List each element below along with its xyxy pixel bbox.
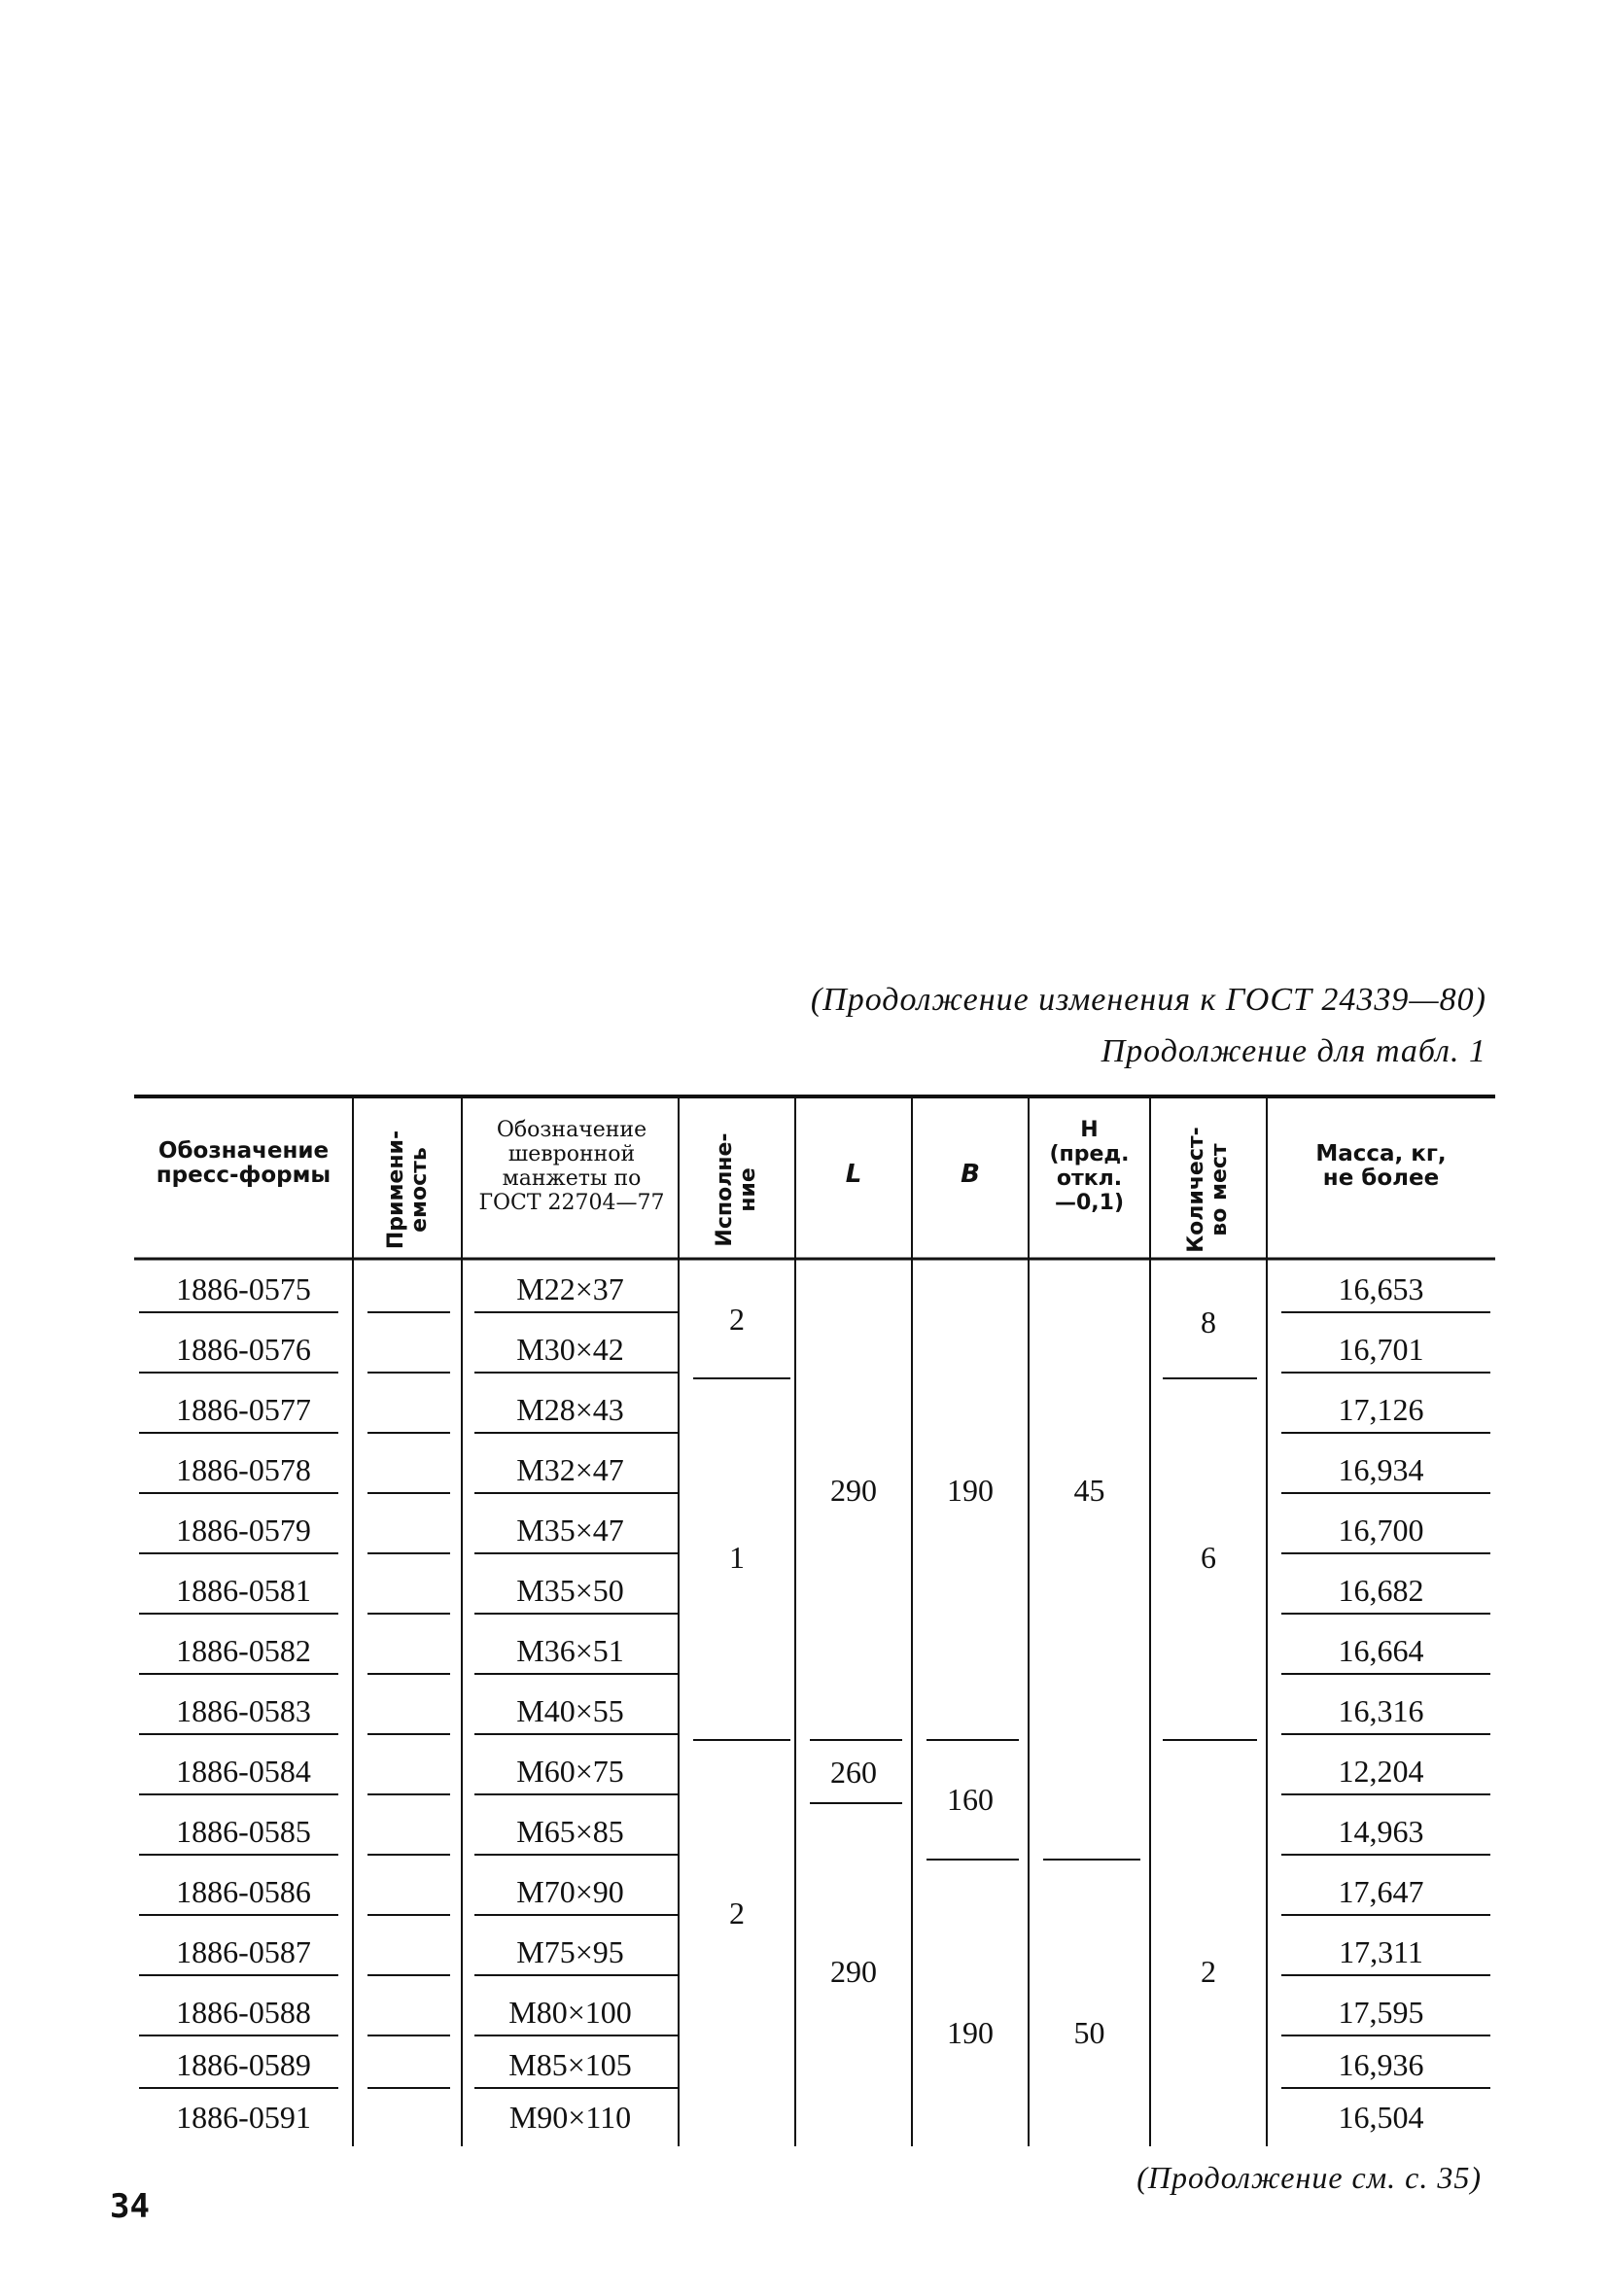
- cell-designation: 1886-0591: [176, 2100, 311, 2135]
- cell-designation: 1886-0579: [176, 1513, 311, 1548]
- cell-mass: 16,664: [1338, 1633, 1424, 1668]
- cell-cuff: М75×95: [516, 1934, 624, 1969]
- cell-designation: 1886-0586: [176, 1874, 311, 1909]
- cell-mass: 16,682: [1338, 1573, 1424, 1608]
- header-L: L: [845, 1160, 862, 1189]
- cell-designation: 1886-0581: [176, 1573, 311, 1608]
- cell-cuff: М70×90: [516, 1874, 624, 1909]
- continued-on-next-page: (Продолжение см. с. 35): [1136, 2160, 1482, 2195]
- header-qty-text: Количест- во мест: [1184, 1127, 1232, 1253]
- cell-designation: 1886-0576: [176, 1332, 311, 1367]
- cell-cuff: М40×55: [516, 1693, 624, 1728]
- version-group-b: 1: [729, 1540, 745, 1575]
- L-group-b: 260: [830, 1755, 877, 1790]
- qty-group-b: 6: [1201, 1540, 1216, 1575]
- table-continuation-caption: Продолжение для табл. 1: [1101, 1033, 1486, 1069]
- header-mass: [1267, 1142, 1495, 1191]
- cell-mass: 16,653: [1338, 1271, 1424, 1306]
- H-group-b: 50: [1073, 2015, 1105, 2050]
- cell-mass: 17,126: [1338, 1392, 1424, 1427]
- cell-designation: 1886-0585: [176, 1814, 311, 1849]
- header-qty: [1185, 1107, 1232, 1272]
- header-designation-text: Обозначение пресс-формы: [156, 1138, 332, 1188]
- cell-mass: 17,647: [1338, 1874, 1424, 1909]
- header-mass-text: Масса, кг, не более: [1315, 1141, 1447, 1191]
- amendment-caption: (Продолжение изменения к ГОСТ 24339—80): [810, 982, 1486, 1018]
- header-B: B: [961, 1160, 980, 1189]
- header-cuff-text: Обозначение шевронной манжеты по ГОСТ 22704—77: [478, 1118, 665, 1215]
- cell-designation: 1886-0587: [176, 1934, 311, 1969]
- cell-designation: 1886-0589: [176, 2047, 311, 2082]
- cell-designation: 1886-0578: [176, 1452, 311, 1487]
- cell-mass: 14,963: [1338, 1814, 1424, 1849]
- cell-designation: 1886-0583: [176, 1693, 311, 1728]
- cell-designation: 1886-0588: [176, 1995, 311, 2030]
- cell-cuff: М35×50: [516, 1573, 624, 1608]
- cell-cuff: М85×105: [508, 2047, 632, 2082]
- cell-cuff: М35×47: [516, 1513, 624, 1548]
- B-group-b: 160: [947, 1782, 994, 1817]
- cell-cuff: М30×42: [516, 1332, 624, 1367]
- cell-designation: 1886-0575: [176, 1271, 311, 1306]
- cell-cuff: М32×47: [516, 1452, 624, 1487]
- header-applicability: [385, 1107, 432, 1272]
- B-group-a: 190: [947, 1473, 994, 1508]
- H-group-a: 45: [1073, 1473, 1105, 1508]
- version-group-c: 2: [729, 1896, 745, 1931]
- data-table: [134, 1089, 1495, 2148]
- header-H-text: H (пред. откл. —0,1): [1049, 1118, 1130, 1215]
- header-H: [1029, 1118, 1150, 1215]
- page-number: 34: [110, 2187, 150, 2226]
- L-group-c: 290: [830, 1954, 877, 1989]
- cell-designation: 1886-0582: [176, 1633, 311, 1668]
- cell-cuff: М90×110: [508, 2100, 632, 2135]
- cell-mass: 16,700: [1338, 1513, 1424, 1548]
- qty-group-a: 8: [1201, 1305, 1216, 1339]
- cell-mass: 16,504: [1338, 2100, 1424, 2135]
- header-cuff: [465, 1118, 679, 1215]
- header-applicability-text: Примени- емость: [384, 1130, 432, 1250]
- header-version: [714, 1107, 760, 1272]
- qty-group-c: 2: [1201, 1954, 1216, 1989]
- header-designation: [134, 1139, 353, 1188]
- cell-mass: 16,701: [1338, 1332, 1424, 1367]
- cell-mass: 16,316: [1338, 1693, 1424, 1728]
- cell-mass: 17,311: [1339, 1934, 1423, 1969]
- cell-mass: 16,934: [1338, 1452, 1424, 1487]
- cell-cuff: М28×43: [516, 1392, 624, 1427]
- cell-cuff: М60×75: [516, 1754, 624, 1789]
- cell-mass: 17,595: [1338, 1995, 1424, 2030]
- cell-mass: 16,936: [1338, 2047, 1424, 2082]
- L-group-a: 290: [830, 1473, 877, 1508]
- cell-cuff: М65×85: [516, 1814, 624, 1849]
- cell-designation: 1886-0577: [176, 1392, 311, 1427]
- cell-cuff: М80×100: [508, 1995, 632, 2030]
- B-group-c: 190: [947, 2015, 994, 2050]
- header-version-text: Исполне- ние: [713, 1132, 760, 1247]
- cell-mass: 12,204: [1338, 1754, 1424, 1789]
- cell-cuff: М22×37: [516, 1271, 624, 1306]
- version-group-a: 2: [729, 1302, 745, 1337]
- cell-cuff: М36×51: [516, 1633, 624, 1668]
- cell-designation: 1886-0584: [176, 1754, 311, 1789]
